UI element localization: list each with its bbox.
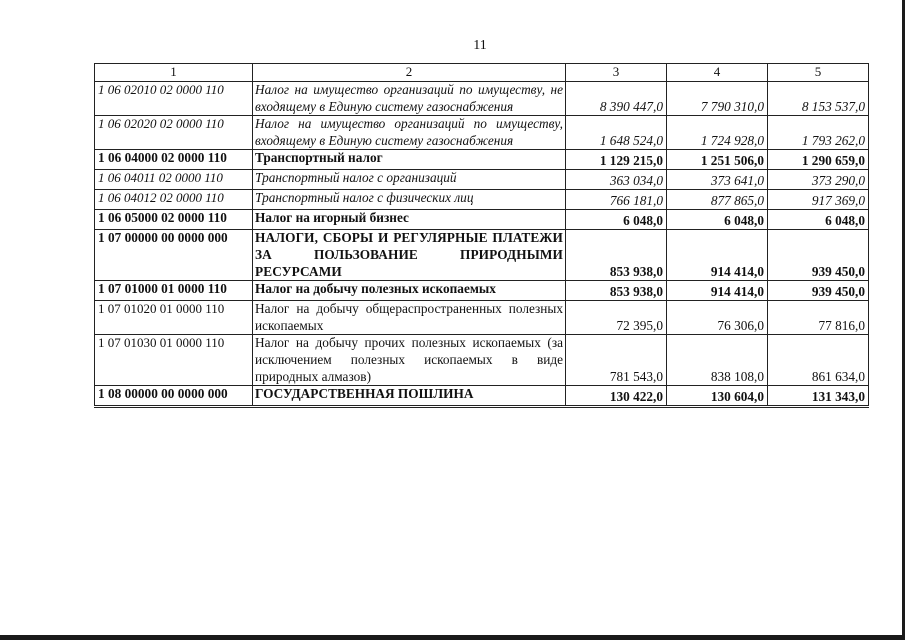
- row-code: 1 07 00000 00 0000 000: [95, 230, 253, 281]
- row-name: Налог на добычу прочих полезных ископаемых (за исключением полезных ископаемых в виде природных алмазов): [253, 335, 566, 386]
- row-name: Налог на имущество организаций по имуществу, не входящему в Единую систему газоснабжения: [253, 82, 566, 116]
- row-value-col4: 1 724 928,0: [667, 116, 768, 150]
- table-row: [95, 386, 869, 407]
- row-value-col5: 8 153 537,0: [768, 82, 869, 116]
- row-value-col5: 917 369,0: [768, 190, 869, 210]
- table-row: [95, 301, 869, 335]
- row-name: Налог на игорный бизнес: [253, 210, 566, 230]
- column-number-row: [95, 64, 869, 82]
- row-value-col4: 130 604,0: [667, 386, 768, 407]
- row-value-col5: 77 816,0: [768, 301, 869, 335]
- row-code: 1 06 02020 02 0000 110: [95, 116, 253, 150]
- row-value-col3: 8 390 447,0: [566, 82, 667, 116]
- column-number-3: 3: [566, 64, 667, 82]
- row-code: 1 08 00000 00 0000 000: [95, 386, 253, 407]
- row-code: 1 07 01000 01 0000 110: [95, 281, 253, 301]
- row-value-col3: 853 938,0: [566, 230, 667, 281]
- row-value-col4: 914 414,0: [667, 281, 768, 301]
- row-value-col3: 781 543,0: [566, 335, 667, 386]
- row-value-col3: 363 034,0: [566, 170, 667, 190]
- row-value-col5: 131 343,0: [768, 386, 869, 407]
- row-code: 1 06 02010 02 0000 110: [95, 82, 253, 116]
- row-value-col3: 1 648 524,0: [566, 116, 667, 150]
- row-name: ГОСУДАРСТВЕННАЯ ПОШЛИНА: [253, 386, 566, 407]
- table-row: [95, 82, 869, 116]
- column-number-2: 2: [253, 64, 566, 82]
- row-code: 1 06 04000 02 0000 110: [95, 150, 253, 170]
- row-code: 1 07 01030 01 0000 110: [95, 335, 253, 386]
- row-value-col4: 373 641,0: [667, 170, 768, 190]
- table-row: [95, 335, 869, 386]
- row-value-col5: 939 450,0: [768, 230, 869, 281]
- row-value-col3: 766 181,0: [566, 190, 667, 210]
- table-row: [95, 170, 869, 190]
- row-value-col3: 853 938,0: [566, 281, 667, 301]
- row-name: НАЛОГИ, СБОРЫ И РЕГУЛЯРНЫЕ ПЛАТЕЖИ ЗА ПОЛЬЗОВАНИЕ ПРИРОДНЫМИ РЕСУРСАМИ: [253, 230, 566, 281]
- table-row: [95, 210, 869, 230]
- row-value-col4: 914 414,0: [667, 230, 768, 281]
- row-value-col3: 6 048,0: [566, 210, 667, 230]
- row-code: 1 07 01020 01 0000 110: [95, 301, 253, 335]
- table-row: [95, 281, 869, 301]
- row-code: 1 06 04012 02 0000 110: [95, 190, 253, 210]
- column-number-5: 5: [768, 64, 869, 82]
- row-value-col5: 1 793 262,0: [768, 116, 869, 150]
- row-value-col4: 838 108,0: [667, 335, 768, 386]
- row-value-col5: 939 450,0: [768, 281, 869, 301]
- row-name: Транспортный налог: [253, 150, 566, 170]
- scan-edge-bottom: [0, 635, 905, 640]
- row-value-col4: 7 790 310,0: [667, 82, 768, 116]
- row-value-col3: 1 129 215,0: [566, 150, 667, 170]
- column-number-1: 1: [95, 64, 253, 82]
- row-value-col3: 72 395,0: [566, 301, 667, 335]
- row-name: Налог на добычу полезных ископаемых: [253, 281, 566, 301]
- row-value-col5: 1 290 659,0: [768, 150, 869, 170]
- table-row: [95, 116, 869, 150]
- row-value-col5: 6 048,0: [768, 210, 869, 230]
- row-value-col3: 130 422,0: [566, 386, 667, 407]
- page-number: 11: [473, 38, 487, 53]
- row-code: 1 06 05000 02 0000 110: [95, 210, 253, 230]
- revenue-table: [94, 63, 869, 408]
- row-name: Налог на имущество организаций по имуществу, входящему в Единую систему газоснабжения: [253, 116, 566, 150]
- column-number-4: 4: [667, 64, 768, 82]
- row-code: 1 06 04011 02 0000 110: [95, 170, 253, 190]
- row-name: Транспортный налог с организаций: [253, 170, 566, 190]
- table-row: [95, 190, 869, 210]
- row-value-col4: 76 306,0: [667, 301, 768, 335]
- table-row: [95, 150, 869, 170]
- row-value-col4: 1 251 506,0: [667, 150, 768, 170]
- row-value-col5: 861 634,0: [768, 335, 869, 386]
- table-row: [95, 230, 869, 281]
- row-name: Налог на добычу общераспространенных полезных ископаемых: [253, 301, 566, 335]
- row-name: Транспортный налог с физических лиц: [253, 190, 566, 210]
- row-value-col4: 877 865,0: [667, 190, 768, 210]
- row-value-col5: 373 290,0: [768, 170, 869, 190]
- row-value-col4: 6 048,0: [667, 210, 768, 230]
